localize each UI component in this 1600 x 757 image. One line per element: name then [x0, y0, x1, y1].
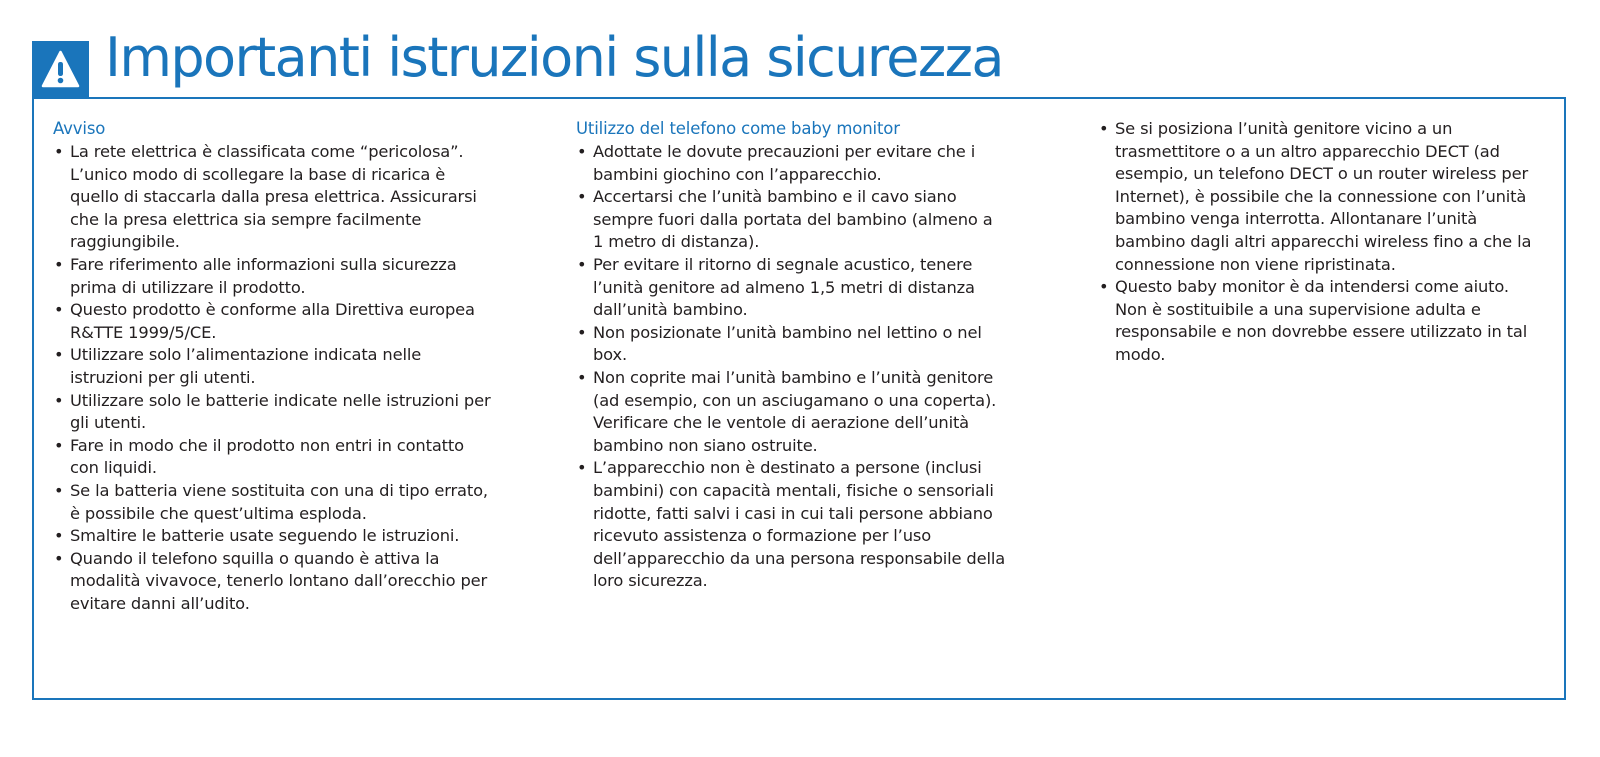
- list-item: • Utilizzare solo l’alimentazione indicata nelle istruzioni per gli utenti.: [54, 345, 422, 387]
- list-item: • Accertarsi che l’unità bambino e il cavo siano sempre fuori dalla portata del bambino (almeno a 1 metro di distanza).: [577, 187, 993, 252]
- list-item: • Fare in modo che il prodotto non entri in contatto con liquidi.: [54, 435, 464, 478]
- page-title: Importanti istruzioni sulla sicurezza: [105, 26, 1003, 89]
- bullet-list: [576, 141, 1006, 593]
- list-item: • Se la batteria viene sostituita con una di tipo errato, è possibile che quest’ultima esploda.: [54, 480, 488, 523]
- list-item: • Per evitare il ritorno di segnale acustico, tenere l’unità genitore ad almeno 1,5 metri di distanza dall’unità bambino.: [577, 254, 975, 320]
- list-item: • Non coprite mai l’unità bambino e l’unità genitore (ad esempio, con un asciugamano o una coperta). Verificare che le ventole di aerazione dell’unità bambino non siano ostruite.: [577, 367, 997, 455]
- column-avviso: [53, 118, 493, 615]
- list-item: • Adottate le dovute precauzioni per evitare che i bambini giochino con l’apparecchio.: [577, 142, 976, 184]
- warning-triangle-icon: [41, 50, 80, 89]
- list-item: • Smaltire le batterie usate seguendo le istruzioni.: [54, 526, 460, 546]
- warning-icon: [32, 41, 89, 98]
- section-heading-avviso: Avviso: [53, 119, 106, 138]
- list-item: • Utilizzare solo le batterie indicate nelle istruzioni per gli utenti.: [54, 390, 491, 433]
- list-item: • La rete elettrica è classificata come “pericolosa”. L’unico modo di scollegare la base di ricarica è quello di staccarla dalla presa elettrica. Assicurarsi che la presa elettrica sia sempre facilmente raggiungibile.: [54, 142, 477, 252]
- list-item: • Se si posiziona l’unità genitore vicino a un trasmettitore o a un altro apparecchio DECT (ad esempio, un telefono DECT o un router wireless per Internet), è possibile che la connessione con l’unità bambino venga interrotta. Allontanare l’unità bambino dagli altri apparecchi wireless fino a che la connessione non viene ripristinata.: [1099, 119, 1532, 274]
- bullet-list: [1098, 118, 1536, 367]
- bullet-list: [53, 141, 493, 615]
- list-item: • Questo baby monitor è da intendersi come aiuto. Non è sostituibile a una supervisione adulta e responsabile e non dovrebbe essere utilizzato in tal modo.: [1099, 277, 1528, 364]
- list-item: • Non posizionate l’unità bambino nel lettino o nel box.: [577, 322, 982, 365]
- list-item: • Questo prodotto è conforme alla Direttiva europea R&TTE 1999/5/CE.: [54, 300, 475, 342]
- list-item: • L’apparecchio non è destinato a persone (inclusi bambini) con capacità mentali, fisiche o sensoriali ridotte, fatti salvi i casi in cui tali persone abbiano ricevuto assistenza o formazione per l’uso dell’apparecchio da una persona responsabile della loro sicurezza.: [577, 458, 1006, 591]
- section-heading-baby-monitor: Utilizzo del telefono come baby monitor: [576, 119, 900, 138]
- column-baby-monitor: [576, 118, 1006, 593]
- list-item: • Fare riferimento alle informazioni sulla sicurezza prima di utilizzare il prodotto.: [54, 254, 457, 297]
- column-continued: [1098, 118, 1536, 367]
- list-item: • Quando il telefono squilla o quando è attiva la modalità vivavoce, tenerlo lontano dall’orecchio per evitare danni all’udito.: [54, 548, 488, 613]
